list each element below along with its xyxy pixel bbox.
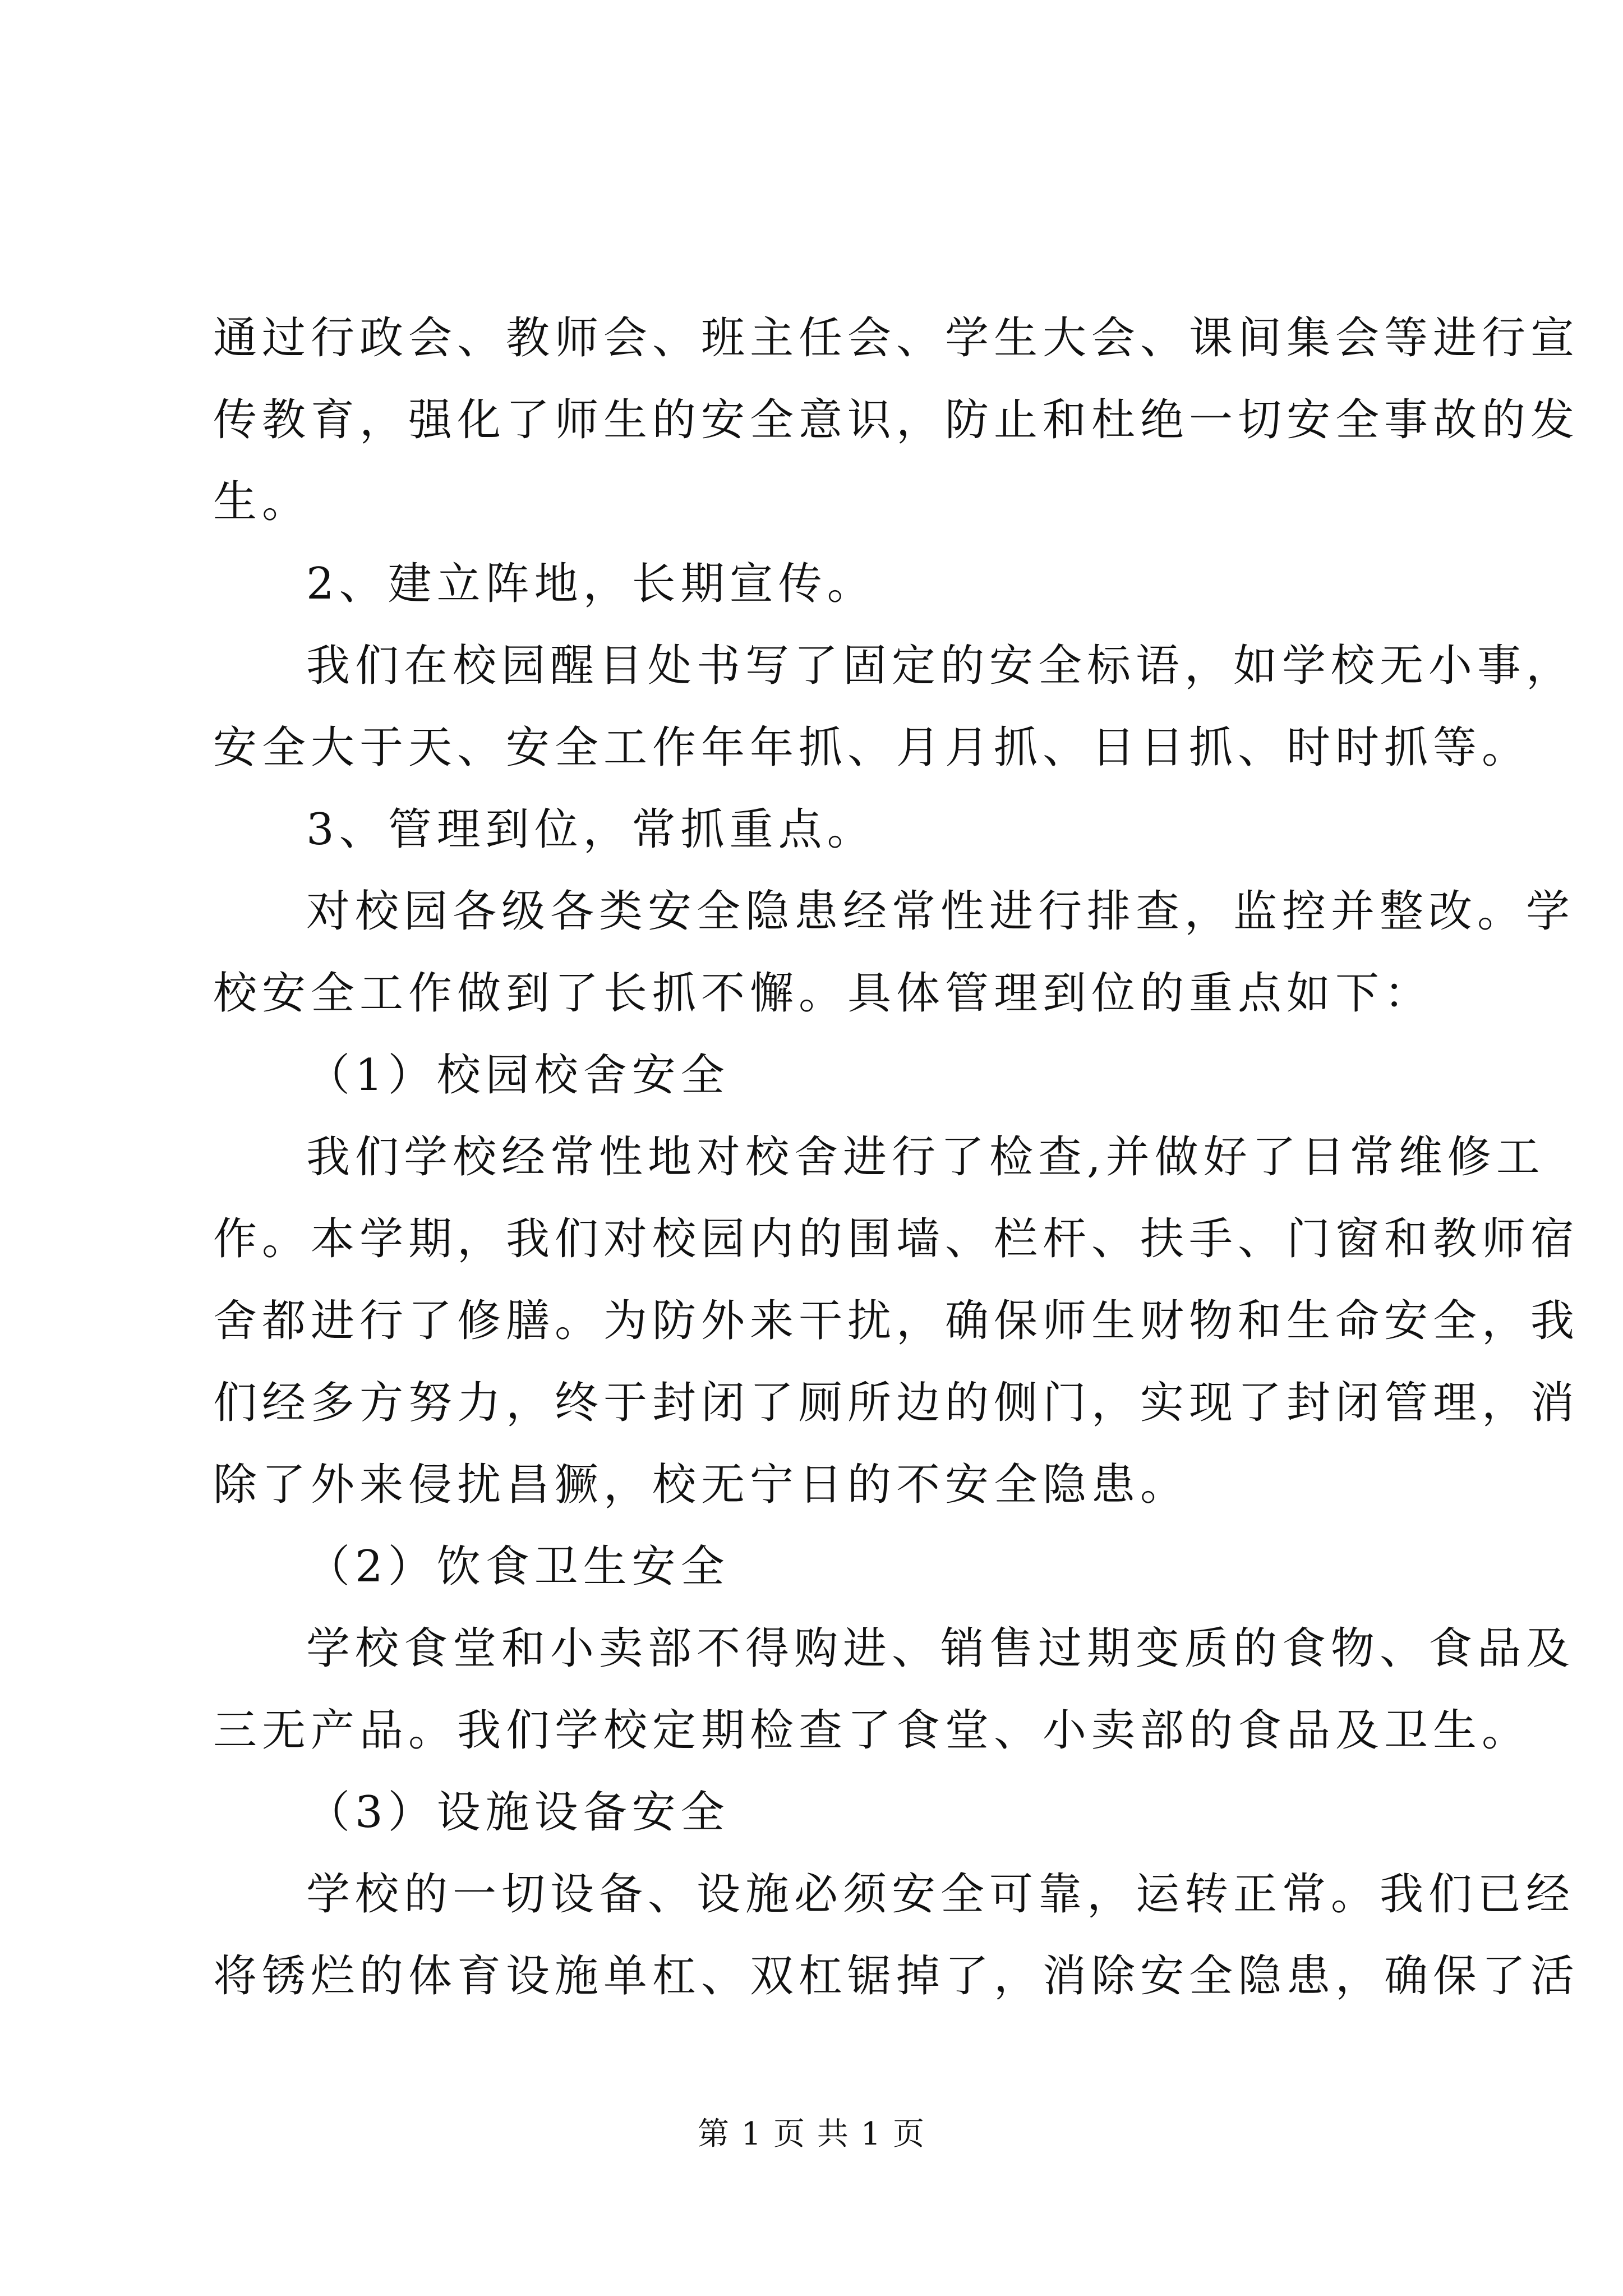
section-heading-3: 3、管理到位，常抓重点。 [306, 804, 876, 855]
text-line-18: 三无产品。我们学校定期检查了食堂、小卖部的食品及卫生。 [213, 1705, 1531, 1756]
page-footer: 第 1 页 共 1 页 [697, 2116, 926, 2152]
section-heading-2: 2、建立阵地，长期宣传。 [306, 559, 876, 609]
text-line-17: 学校食堂和小卖部不得购进、销售过期变质的食物、食品及 [306, 1623, 1575, 1674]
text-line-12: 作。本学期，我们对校园内的围墙、栏杆、扶手、门窗和教师宿 [213, 1214, 1580, 1264]
text-line-14: 们经多方努力，终于封闭了厕所边的侧门，实现了封闭管理，消 [213, 1378, 1580, 1428]
text-line-20: 学校的一切设备、设施必须安全可靠，运转正常。我们已经 [306, 1869, 1575, 1920]
text-line-5: 我们在校园醒目处书写了固定的安全标语，如学校无小事， [306, 641, 1575, 691]
document-body [213, 297, 1580, 2017]
text-line-21: 将锈烂的体育设施单杠、双杠锯掉了，消除安全隐患，确保了活 [213, 1951, 1580, 2001]
text-line-3: 生。 [213, 477, 311, 527]
text-line-6: 安全大于天、安全工作年年抓、月月抓、日日抓、时时抓等。 [213, 723, 1531, 773]
text-line-1: 通过行政会、教师会、班主任会、学生大会、课间集会等进行宣 [213, 313, 1580, 364]
subheading-1: （1）校园校舍安全 [306, 1050, 730, 1101]
subheading-3: （3）设施设备安全 [306, 1787, 730, 1838]
text-line-13: 舍都进行了修膳。为防外来干扰，确保师生财物和生命安全，我 [213, 1296, 1580, 1346]
text-line-9: 校安全工作做到了长抓不懈。具体管理到位的重点如下： [213, 968, 1433, 1019]
text-line-8: 对校园各级各类安全隐患经常性进行排查，监控并整改。学 [306, 886, 1575, 937]
text-line-2: 传教育，强化了师生的安全意识，防止和杜绝一切安全事故的发 [213, 395, 1580, 445]
text-line-11: 我们学校经常性地对校舍进行了检查,并做好了日常维修工 [306, 1132, 1545, 1182]
text-line-15: 除了外来侵扰昌獗，校无宁日的不安全隐患。 [213, 1460, 1189, 1510]
subheading-2: （2）饮食卫生安全 [306, 1542, 730, 1592]
